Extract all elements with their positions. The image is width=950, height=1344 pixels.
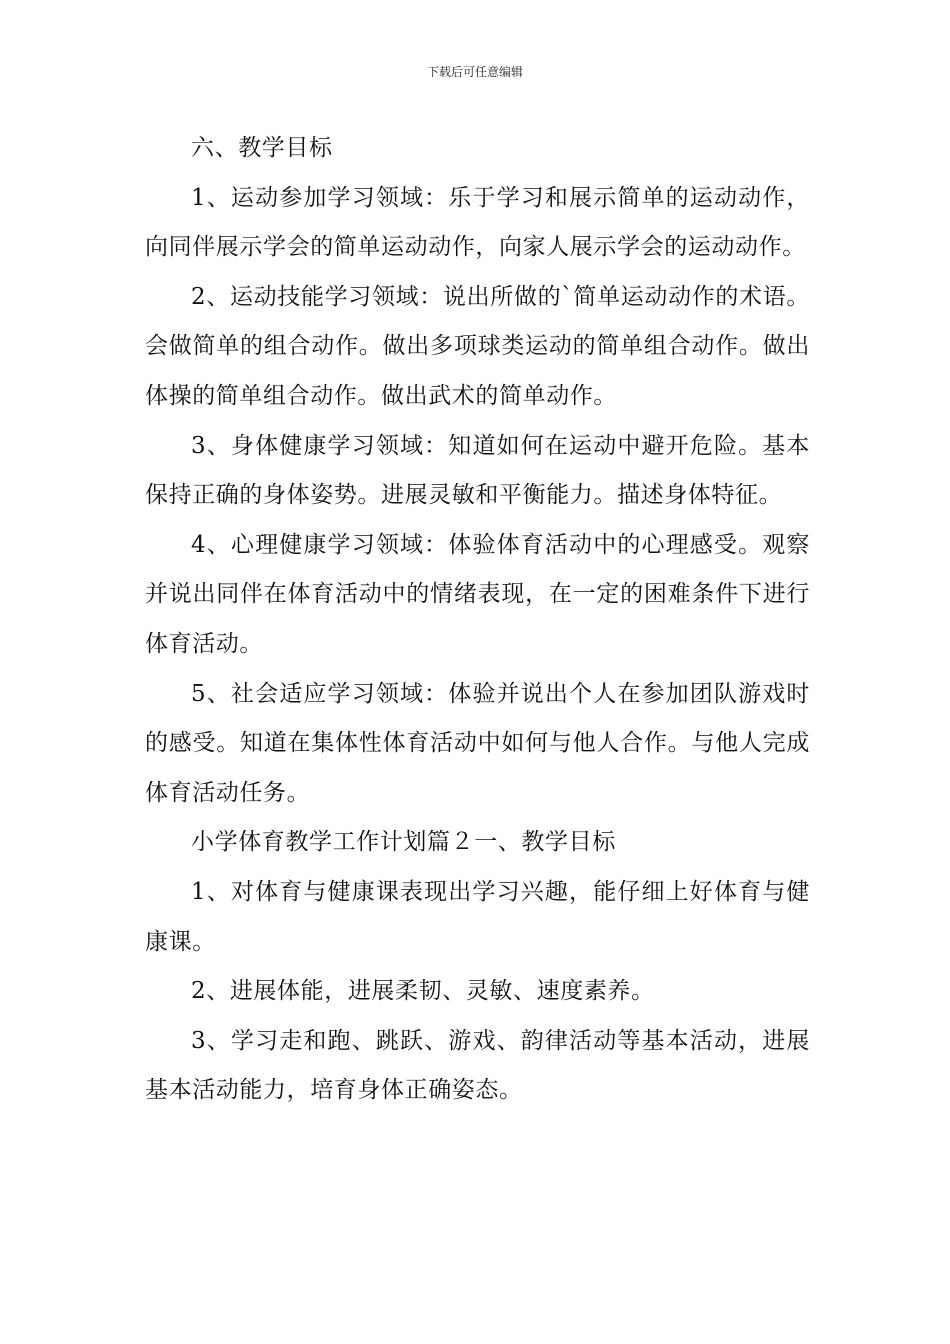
paragraph: 1、对体育与健康课表现出学习兴趣，能仔细上好体育与健康课。 <box>145 878 810 955</box>
section-heading: 六、教学目标 <box>191 135 333 161</box>
paragraph: 2、进展体能，进展柔韧、灵敏、速度素养。 <box>191 978 655 1005</box>
paragraph: 5、社会适应学习领域：体验并说出个人在参加团队游戏时的感受。知道在集体性体育活动中如何与他人合作。与他人完成体育活动任务。 <box>145 680 810 806</box>
paragraph: 4、心理健康学习领域：体验体育活动中的心理感受。观察并说出同伴在体育活动中的情绪表现，在一定的困难条件下进行体育活动。 <box>145 531 810 657</box>
paragraph: 3、学习走和跑、跳跃、游戏、韵律活动等基本活动，进展基本活动能力，培育身体正确姿态。 <box>145 1027 810 1104</box>
page-header: 下载后可任意编辑 <box>426 65 523 79</box>
section-heading: 小学体育教学工作计划篇２一、教学目标 <box>191 829 616 856</box>
document-body <box>145 124 810 1116</box>
paragraph: 3、身体健康学习领域：知道如何在运动中避开危险。基本保持正确的身体姿势。进展灵敏和平衡能力。描述身体特征。 <box>145 432 810 509</box>
paragraph: 2、运动技能学习领域：说出所做的`简单运动动作的术语。会做简单的组合动作。做出多项球类运动的简单组合动作。做出体操的简单组合动作。做出武术的简单动作。 <box>145 283 810 409</box>
paragraph: 1、运动参加学习领域：乐于学习和展示简单的运动动作，向同伴展示学会的简单运动动作，向家人展示学会的运动动作。 <box>145 184 810 261</box>
